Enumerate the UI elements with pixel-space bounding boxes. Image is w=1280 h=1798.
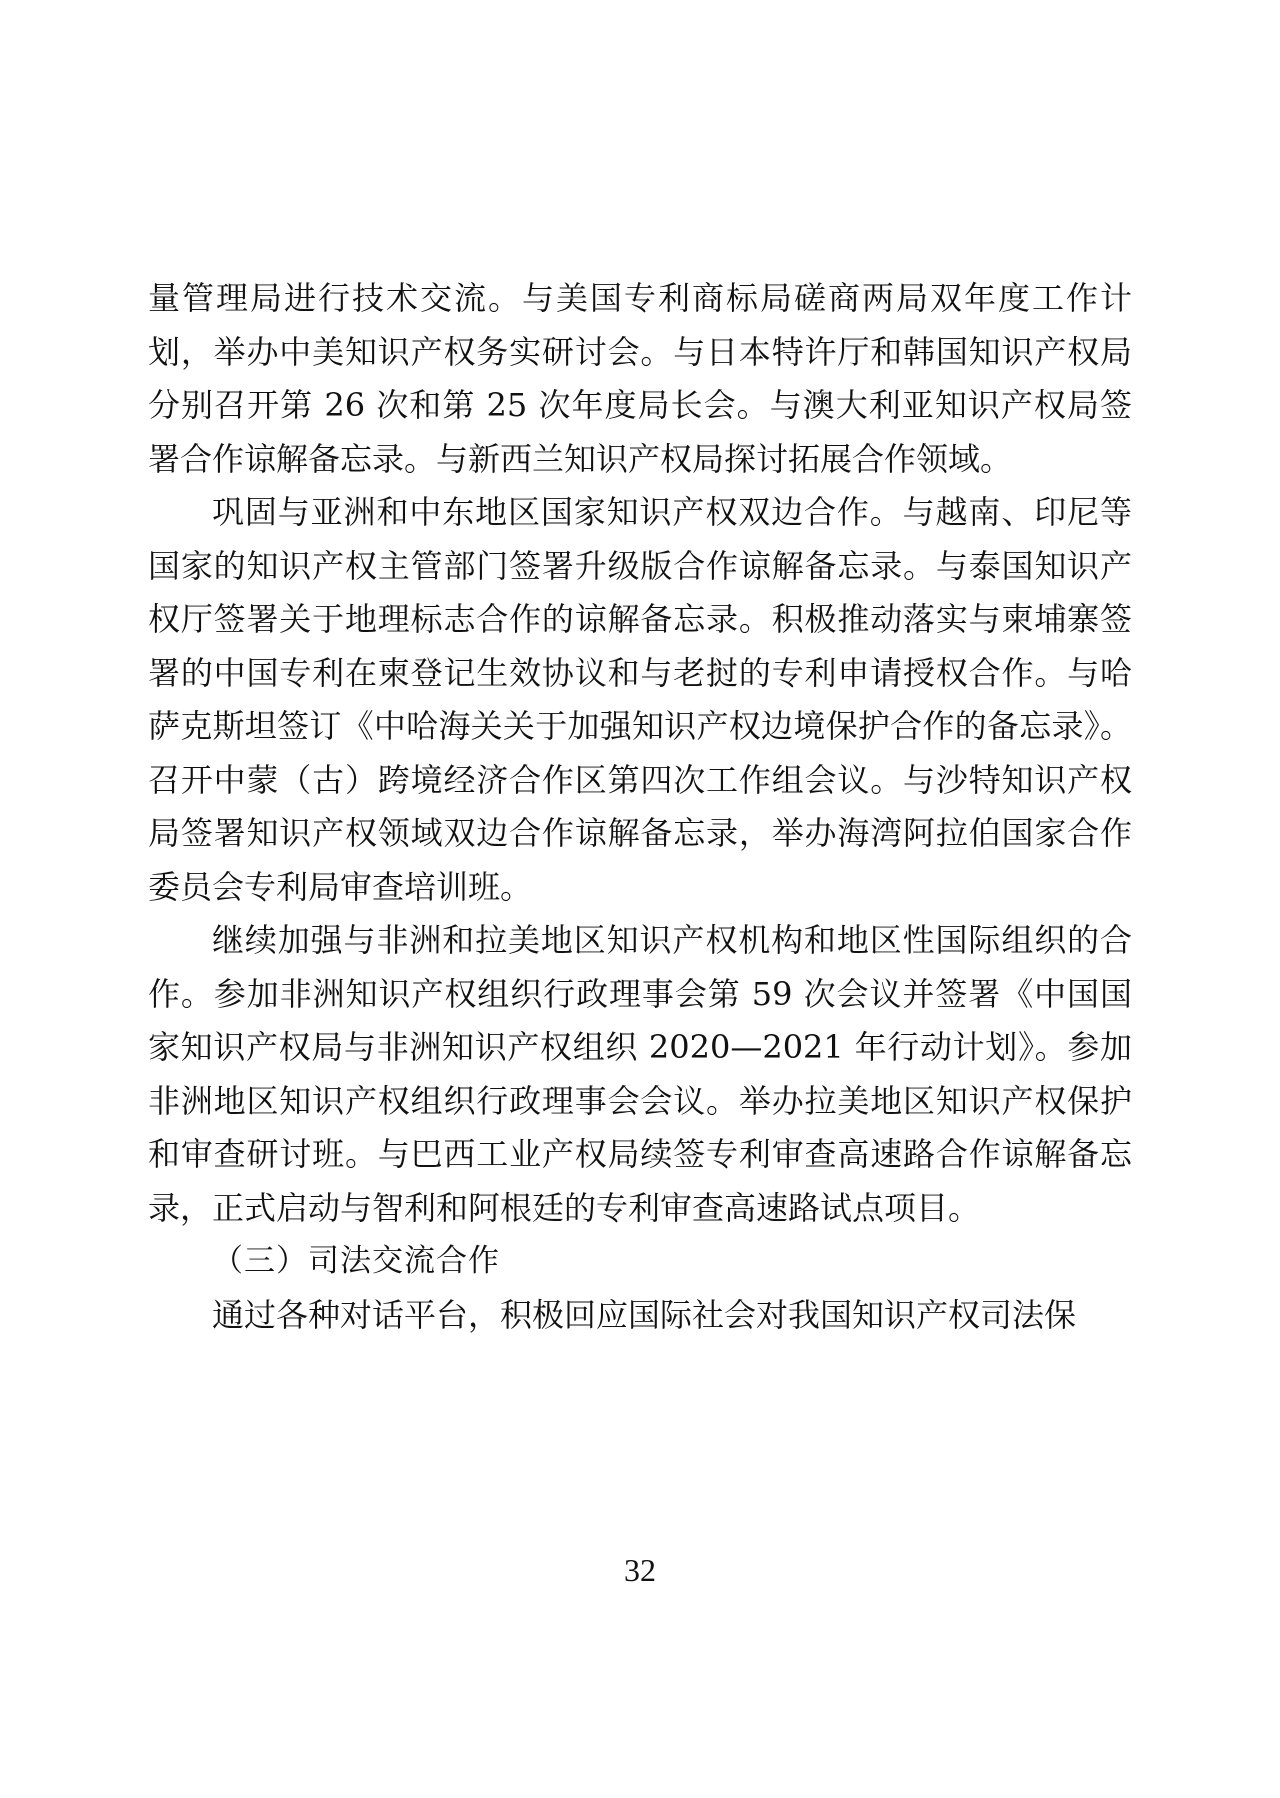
section-heading: （三）司法交流合作 — [212, 1243, 500, 1279]
paragraph-continuation: 量管理局进行技术交流。与美国专利商标局磋商两局双年度工作计划，举办中美知识产权务实研讨会。与日本特许厅和韩国知识产权局分别召开第 26 次和第 25 次年度局长会。与澳大利亚知识产权局签署合作谅解备忘录。与新西兰知识产权局探讨拓展合作领域。 — [148, 279, 1132, 478]
body-text — [148, 272, 1132, 1342]
paragraph-africa-latin-america: 继续加强与非洲和拉美地区知识产权机构和地区性国际组织的合作。参加非洲知识产权组织行政理事会第 59 次会议并签署《中国国家知识产权局与非洲知识产权组织 2020—2021 年行动计划》。参加非洲地区知识产权组织行政理事会会议。举办拉美地区知识产权保护和审查研讨班。与巴西工业产权局续签专利审查高速路合作谅解备忘录，正式启动与智利和阿根廷的专利审查高速路试点项目。 — [148, 921, 1132, 1227]
page-number: 32 — [624, 1552, 656, 1588]
paragraph-judicial-exchange: 通过各种对话平台，积极回应国际社会对我国知识产权司法保 — [212, 1295, 1077, 1334]
paragraph-asia-middle-east: 巩固与亚洲和中东地区国家知识产权双边合作。与越南、印尼等国家的知识产权主管部门签署升级版合作谅解备忘录。与泰国知识产权厅签署关于地理标志合作的谅解备忘录。积极推动落实与柬埔寨签署的中国专利在柬登记生效协议和与老挝的专利申请授权合作。与哈萨克斯坦签订《中哈海关关于加强知识产权边境保护合作的备忘录》。召开中蒙（古）跨境经济合作区第四次工作组会议。与沙特知识产权局签署知识产权领域双边合作谅解备忘录，举办海湾阿拉伯国家合作委员会专利局审查培训班。 — [148, 493, 1132, 906]
